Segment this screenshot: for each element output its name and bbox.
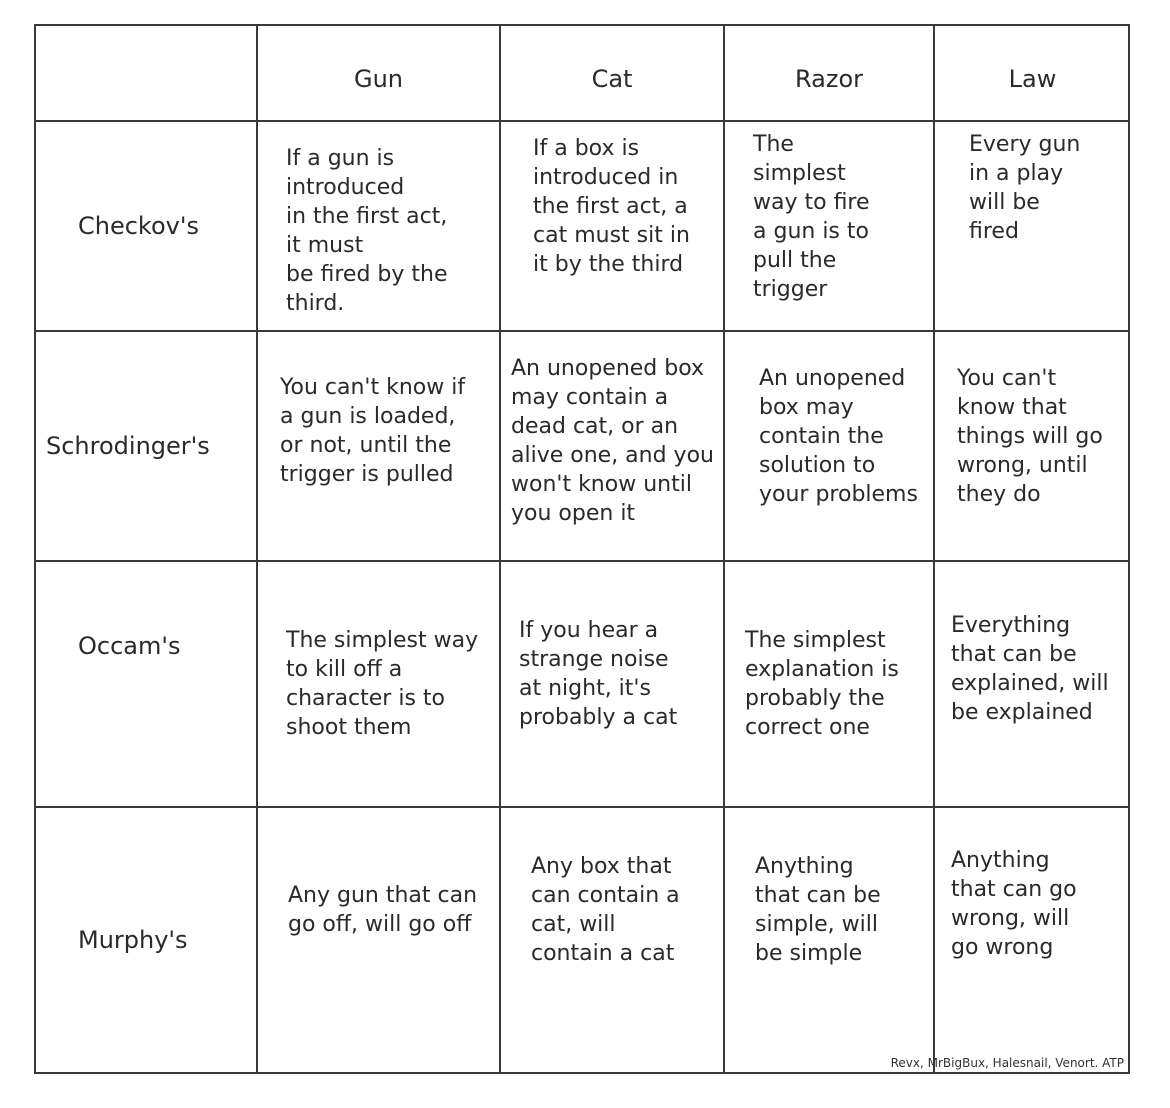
column-header-razor: Razor [725, 26, 935, 122]
cell-occams-law: Everything that can be explained, will be explained [935, 562, 1130, 808]
cell-schrodingers-gun: You can't know if a gun is loaded, or not, until the trigger is pulled [258, 332, 501, 562]
column-header-cat: Cat [501, 26, 725, 122]
row-label-checkovs: Checkov's [36, 122, 258, 332]
cell-murphys-cat: Any box that can contain a cat, will contain a cat [501, 808, 725, 1072]
row-label-schrodingers: Schrodinger's [36, 332, 258, 562]
cell-checkovs-cat: If a box is introduced in the first act, a cat must sit in it by the third [501, 122, 725, 332]
laws-matrix-table [34, 24, 1130, 1074]
cell-checkovs-razor: The simplest way to fire a gun is to pull the trigger [725, 122, 935, 332]
corner-cell [36, 26, 258, 122]
cell-checkovs-gun: If a gun is introduced in the first act, it must be fired by the third. [258, 122, 501, 332]
cell-occams-razor: The simplest explanation is probably the correct one [725, 562, 935, 808]
row-label-occams: Occam's [36, 562, 258, 808]
column-header-law: Law [935, 26, 1130, 122]
cell-murphys-law: Anything that can go wrong, will go wrong [951, 848, 1077, 960]
cell-schrodingers-law: You can't know that things will go wrong, until they do [935, 332, 1130, 562]
cell-murphys-gun: Any gun that can go off, will go off [258, 808, 501, 1072]
cell-checkovs-law: Every gun in a play will be fired [935, 122, 1130, 332]
column-header-gun: Gun [258, 26, 501, 122]
cell-occams-cat: If you hear a strange noise at night, it's probably a cat [501, 562, 725, 808]
cell-occams-gun: The simplest way to kill off a character is to shoot them [258, 562, 501, 808]
row-label-murphys: Murphy's [36, 808, 258, 1072]
credit-text: Revx, MrBigBux, Halesnail, Venort. ATP [890, 1056, 1124, 1070]
cell-murphys-razor: Anything that can be simple, will be simple [725, 808, 935, 1072]
cell-schrodingers-razor: An unopened box may contain the solution to your problems [725, 332, 935, 562]
cell-schrodingers-cat: An unopened box may contain a dead cat, or an alive one, and you won't know until you open it [501, 332, 725, 562]
